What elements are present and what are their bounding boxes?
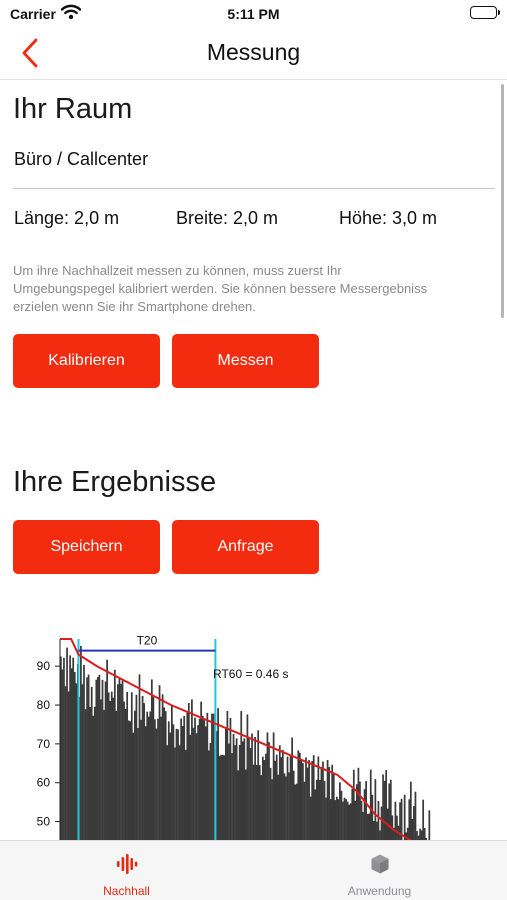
chart-bar xyxy=(179,745,181,840)
chart-bar xyxy=(265,754,267,840)
tab-bar xyxy=(0,840,507,900)
chart-bar xyxy=(239,745,241,840)
chart-bar xyxy=(382,774,384,840)
chart-bar xyxy=(415,792,417,840)
chart-bar xyxy=(384,781,386,840)
chart-bar xyxy=(166,745,168,840)
chart-bar xyxy=(86,677,88,840)
chart-bar xyxy=(345,799,347,840)
chart-bar xyxy=(284,773,286,840)
chart-bar xyxy=(151,679,153,840)
calibrate-button[interactable]: Kalibrieren xyxy=(13,334,160,388)
chart-bar xyxy=(63,658,65,840)
chart-bar xyxy=(270,768,272,840)
room-heading: Ihr Raum xyxy=(13,93,133,125)
tab-anwendung[interactable] xyxy=(253,841,506,900)
chart-bar xyxy=(80,646,82,840)
chart-bar xyxy=(230,718,232,840)
chart-bar xyxy=(75,683,77,840)
chart-bar xyxy=(125,709,127,840)
chart-bar xyxy=(277,775,279,840)
chart-bar xyxy=(108,692,110,840)
chart-bar xyxy=(358,768,360,840)
chart-bar xyxy=(199,719,201,840)
tab-label: Anwendung xyxy=(347,884,412,898)
chart-bar xyxy=(412,819,414,840)
chart-bar xyxy=(330,799,332,840)
chart-bar xyxy=(203,720,205,840)
chart-bar xyxy=(243,738,245,840)
chart-bar xyxy=(328,767,330,840)
room-width: Breite: 2,0 m xyxy=(176,208,279,228)
chart-bar xyxy=(128,720,130,840)
chart-bar xyxy=(274,761,276,840)
chart-bar xyxy=(304,782,306,840)
chart-bar xyxy=(322,762,324,840)
chart-bar xyxy=(196,733,198,840)
chart-bar xyxy=(404,795,406,840)
request-button[interactable]: Anfrage xyxy=(172,520,319,574)
chart-bar xyxy=(254,737,256,840)
save-button[interactable]: Speichern xyxy=(13,520,160,574)
chart-bar xyxy=(419,829,421,840)
chart-bar xyxy=(85,709,87,840)
chart-bar xyxy=(228,744,230,840)
tab-label: Nachhall xyxy=(103,884,150,898)
chart-bar xyxy=(83,665,85,840)
chart-bar xyxy=(364,789,366,840)
chart-bar xyxy=(160,717,162,840)
chart-bar xyxy=(211,714,213,840)
chart-bar xyxy=(163,707,165,840)
chart-bar xyxy=(293,771,295,840)
status-bar xyxy=(0,0,507,28)
chart-bar xyxy=(173,724,175,840)
chart-bar xyxy=(194,718,196,840)
chart-bar xyxy=(342,802,344,840)
chart-bar xyxy=(371,795,373,840)
chart-bar xyxy=(276,755,278,840)
chart-bar xyxy=(408,799,410,840)
chart-bar xyxy=(296,784,298,840)
chart-bar xyxy=(301,760,303,840)
chart-bar xyxy=(424,828,426,840)
chart-bar xyxy=(250,748,252,840)
chart-bar xyxy=(74,672,76,840)
chart-bar xyxy=(279,745,281,840)
chart-bar xyxy=(240,711,242,840)
chart-bar xyxy=(316,780,318,840)
chart-bar xyxy=(370,770,372,840)
chart-bar xyxy=(162,694,164,840)
reverb-chart xyxy=(0,631,507,840)
chart-bar xyxy=(71,668,73,840)
chart-bar xyxy=(123,702,125,840)
chart-bar xyxy=(168,721,170,840)
chart-bar xyxy=(222,755,224,840)
chart-bar xyxy=(373,821,375,840)
chart-bar xyxy=(247,714,249,840)
chart-bar xyxy=(136,695,138,840)
chart-bar xyxy=(271,779,273,840)
y-tick-label: 90 xyxy=(36,659,50,674)
chart-bar xyxy=(213,714,215,840)
chart-bar xyxy=(267,732,269,840)
chart-bar xyxy=(193,728,195,840)
chart-bar xyxy=(66,648,68,840)
chart-bar xyxy=(217,708,219,840)
chart-bar xyxy=(72,658,74,840)
y-tick-label: 50 xyxy=(36,814,50,829)
chart-bar xyxy=(336,797,338,840)
chart-bar xyxy=(202,716,204,840)
chart-bar xyxy=(159,685,161,840)
chart-bar xyxy=(287,757,289,840)
chart-bar xyxy=(354,801,356,840)
tab-nachhall[interactable] xyxy=(0,841,253,900)
chart-bar xyxy=(145,726,147,840)
results-heading: Ihre Ergebnisse xyxy=(13,466,217,498)
chart-bar xyxy=(359,782,361,840)
chart-bar xyxy=(338,799,340,840)
chart-bar xyxy=(259,765,261,840)
calibration-info: Um ihre Nachhallzeit messen zu können, muss zuerst Ihr Umgebungspegel kalibriert werden. Sie können bessere Messergebniss erzielen wenn Sie ihr Smartphone drehen. xyxy=(13,263,428,314)
chart-bar xyxy=(100,699,102,840)
chart-bar xyxy=(225,728,227,840)
chart-bar xyxy=(103,710,105,840)
chart-bar xyxy=(396,816,398,840)
chart-bar xyxy=(368,814,370,840)
chart-bar xyxy=(165,711,167,840)
chart-bar xyxy=(154,719,156,840)
chart-bar xyxy=(171,706,173,840)
chart-bar xyxy=(294,785,296,840)
chart-bar xyxy=(111,692,113,840)
chart-bar xyxy=(68,691,70,840)
t20-label: T20 xyxy=(136,633,158,648)
scroll-content[interactable] xyxy=(0,81,507,840)
chart-bar xyxy=(99,675,101,840)
chart-bar xyxy=(317,756,319,840)
chart-bar xyxy=(89,707,91,840)
chart-bar xyxy=(139,674,141,840)
chart-bar xyxy=(308,760,310,840)
chart-bar xyxy=(116,711,118,840)
chart-bar xyxy=(186,712,188,840)
chart-bar xyxy=(413,806,415,840)
status-time: 5:11 PM xyxy=(227,6,280,22)
chart-bar xyxy=(157,719,159,840)
chart-bar xyxy=(245,769,247,840)
chart-bar xyxy=(428,810,430,840)
chart-bar xyxy=(208,750,210,840)
chart-bar xyxy=(143,703,145,840)
chart-bar xyxy=(200,702,202,840)
chart-bar xyxy=(234,745,236,840)
chart-bar xyxy=(248,738,250,840)
chart-bar xyxy=(219,756,221,840)
chart-bar xyxy=(365,781,367,840)
chart-bar xyxy=(237,770,239,840)
room-height: Höhe: 3,0 m xyxy=(339,208,438,228)
chart-bar xyxy=(390,780,392,840)
chart-bar xyxy=(375,779,377,840)
chart-bar xyxy=(314,789,316,840)
chart-bar xyxy=(190,735,192,840)
chart-bar xyxy=(105,682,107,841)
chart-bar xyxy=(288,772,290,840)
chart-bar xyxy=(82,684,84,840)
chart-bar xyxy=(119,679,121,840)
chart-bar xyxy=(156,729,158,840)
chart-bar xyxy=(416,831,418,840)
carrier-label: Carrier xyxy=(10,6,56,22)
chart-bar xyxy=(395,802,397,840)
chart-bar xyxy=(319,780,321,840)
chart-bar xyxy=(188,703,190,840)
chart-bar xyxy=(102,680,104,840)
chart-bar xyxy=(378,801,380,840)
room-type: Büro / Callcenter xyxy=(14,149,149,169)
chart-bar xyxy=(88,675,90,840)
chart-bar xyxy=(350,803,352,840)
y-tick-label: 80 xyxy=(36,698,50,713)
chart-bar xyxy=(242,741,244,840)
cube-icon xyxy=(369,853,391,880)
room-length: Länge: 2,0 m xyxy=(14,208,120,228)
chart-bar xyxy=(95,680,97,840)
chart-bar xyxy=(153,697,155,840)
chart-bar xyxy=(381,807,383,840)
chart-bar xyxy=(264,760,266,840)
chart-bar xyxy=(231,753,233,840)
chart-bar xyxy=(282,750,284,840)
chart-bar xyxy=(351,789,353,840)
chart-bar xyxy=(341,791,343,840)
chart-bar xyxy=(149,711,151,840)
chart-bar xyxy=(290,755,292,840)
chart-bar xyxy=(176,729,178,840)
chart-bar xyxy=(94,707,96,840)
chart-bar xyxy=(256,765,258,840)
chart-bar xyxy=(379,830,381,840)
chart-bar xyxy=(324,781,326,840)
chart-bar xyxy=(236,738,238,840)
chart-bar xyxy=(131,692,133,840)
chart-bar xyxy=(65,686,67,840)
chart-bar xyxy=(126,692,128,840)
chart-bar xyxy=(347,802,349,840)
chart-bar xyxy=(129,721,131,840)
chart-bar xyxy=(367,814,369,840)
chart-bar xyxy=(353,770,355,840)
chart-bar xyxy=(134,711,136,840)
chart-bar xyxy=(297,750,299,840)
divider xyxy=(13,188,495,189)
chart-bar xyxy=(333,774,335,840)
chart-bar xyxy=(310,797,312,840)
chart-bar xyxy=(191,699,193,840)
chart-bar xyxy=(120,684,122,840)
chart-bar xyxy=(422,800,424,840)
y-tick-label: 70 xyxy=(36,736,50,751)
chart-bar xyxy=(388,783,390,840)
chart-bar xyxy=(305,757,307,840)
chart-bar xyxy=(227,711,229,840)
measure-button[interactable]: Messen xyxy=(172,334,319,388)
chart-bar xyxy=(321,767,323,840)
chart-bar xyxy=(92,716,94,840)
chart-bar xyxy=(180,718,182,840)
chart-bar xyxy=(344,798,346,840)
chart-bar xyxy=(339,782,341,840)
chart-bar xyxy=(376,822,378,840)
chart-bar xyxy=(112,698,114,840)
chart-bar xyxy=(62,669,64,840)
chart-bar xyxy=(325,798,327,840)
scroll-indicator[interactable] xyxy=(501,84,504,318)
chart-bar xyxy=(132,733,134,840)
chart-bar xyxy=(223,755,225,840)
chart-bar xyxy=(268,742,270,840)
chart-bar xyxy=(280,757,282,840)
chart-bar xyxy=(334,800,336,840)
chart-bar xyxy=(205,726,207,840)
chart-bar xyxy=(361,801,363,840)
chart-bar xyxy=(185,750,187,840)
chart-bar xyxy=(253,765,255,840)
chart-bar xyxy=(291,738,293,840)
chart-bar xyxy=(302,763,304,840)
chart-bar xyxy=(177,729,179,840)
chart-bar xyxy=(285,776,287,840)
chart-bar xyxy=(210,743,212,840)
rt60-label: RT60 = 0.46 s xyxy=(213,666,289,681)
chart-bar xyxy=(146,712,148,840)
chart-bar xyxy=(91,687,93,840)
chart-bar xyxy=(410,782,412,840)
chart-bar xyxy=(109,701,111,840)
page-title: Messung xyxy=(206,39,301,65)
chart-bar xyxy=(148,717,150,840)
chart-bar xyxy=(385,770,387,840)
chart-bar xyxy=(331,765,333,840)
chart-bar xyxy=(206,713,208,840)
chart-bar xyxy=(182,726,184,840)
chart-bar xyxy=(69,655,71,840)
chart-bar xyxy=(260,775,262,840)
battery-icon xyxy=(470,6,497,19)
chart-bar xyxy=(122,681,124,840)
chart-bar xyxy=(117,684,119,840)
chart-bar xyxy=(421,830,423,840)
chart-bar xyxy=(362,812,364,840)
chart-bar xyxy=(97,677,99,840)
chart-bar xyxy=(169,733,171,840)
chart-bar xyxy=(142,696,144,840)
chart-bar xyxy=(311,761,313,840)
chart-bar xyxy=(257,730,259,840)
chart-bar xyxy=(307,768,309,840)
chart-bar xyxy=(140,720,142,840)
chart-bar xyxy=(174,747,176,840)
chart-bar xyxy=(251,734,253,840)
navigation-bar xyxy=(0,28,507,80)
chart-bar xyxy=(197,725,199,840)
chart-bar xyxy=(183,716,185,840)
chart-bar xyxy=(233,734,235,840)
chart-bar xyxy=(313,755,315,840)
waveform-icon xyxy=(116,853,138,880)
chart-bar xyxy=(262,757,264,840)
chart-bar xyxy=(137,728,139,840)
chart-bar xyxy=(220,755,222,840)
chart-bar xyxy=(348,805,350,840)
chart-bar xyxy=(106,660,108,840)
chart-bar xyxy=(299,753,301,840)
chart-bar xyxy=(114,670,116,840)
y-tick-label: 60 xyxy=(36,775,50,790)
